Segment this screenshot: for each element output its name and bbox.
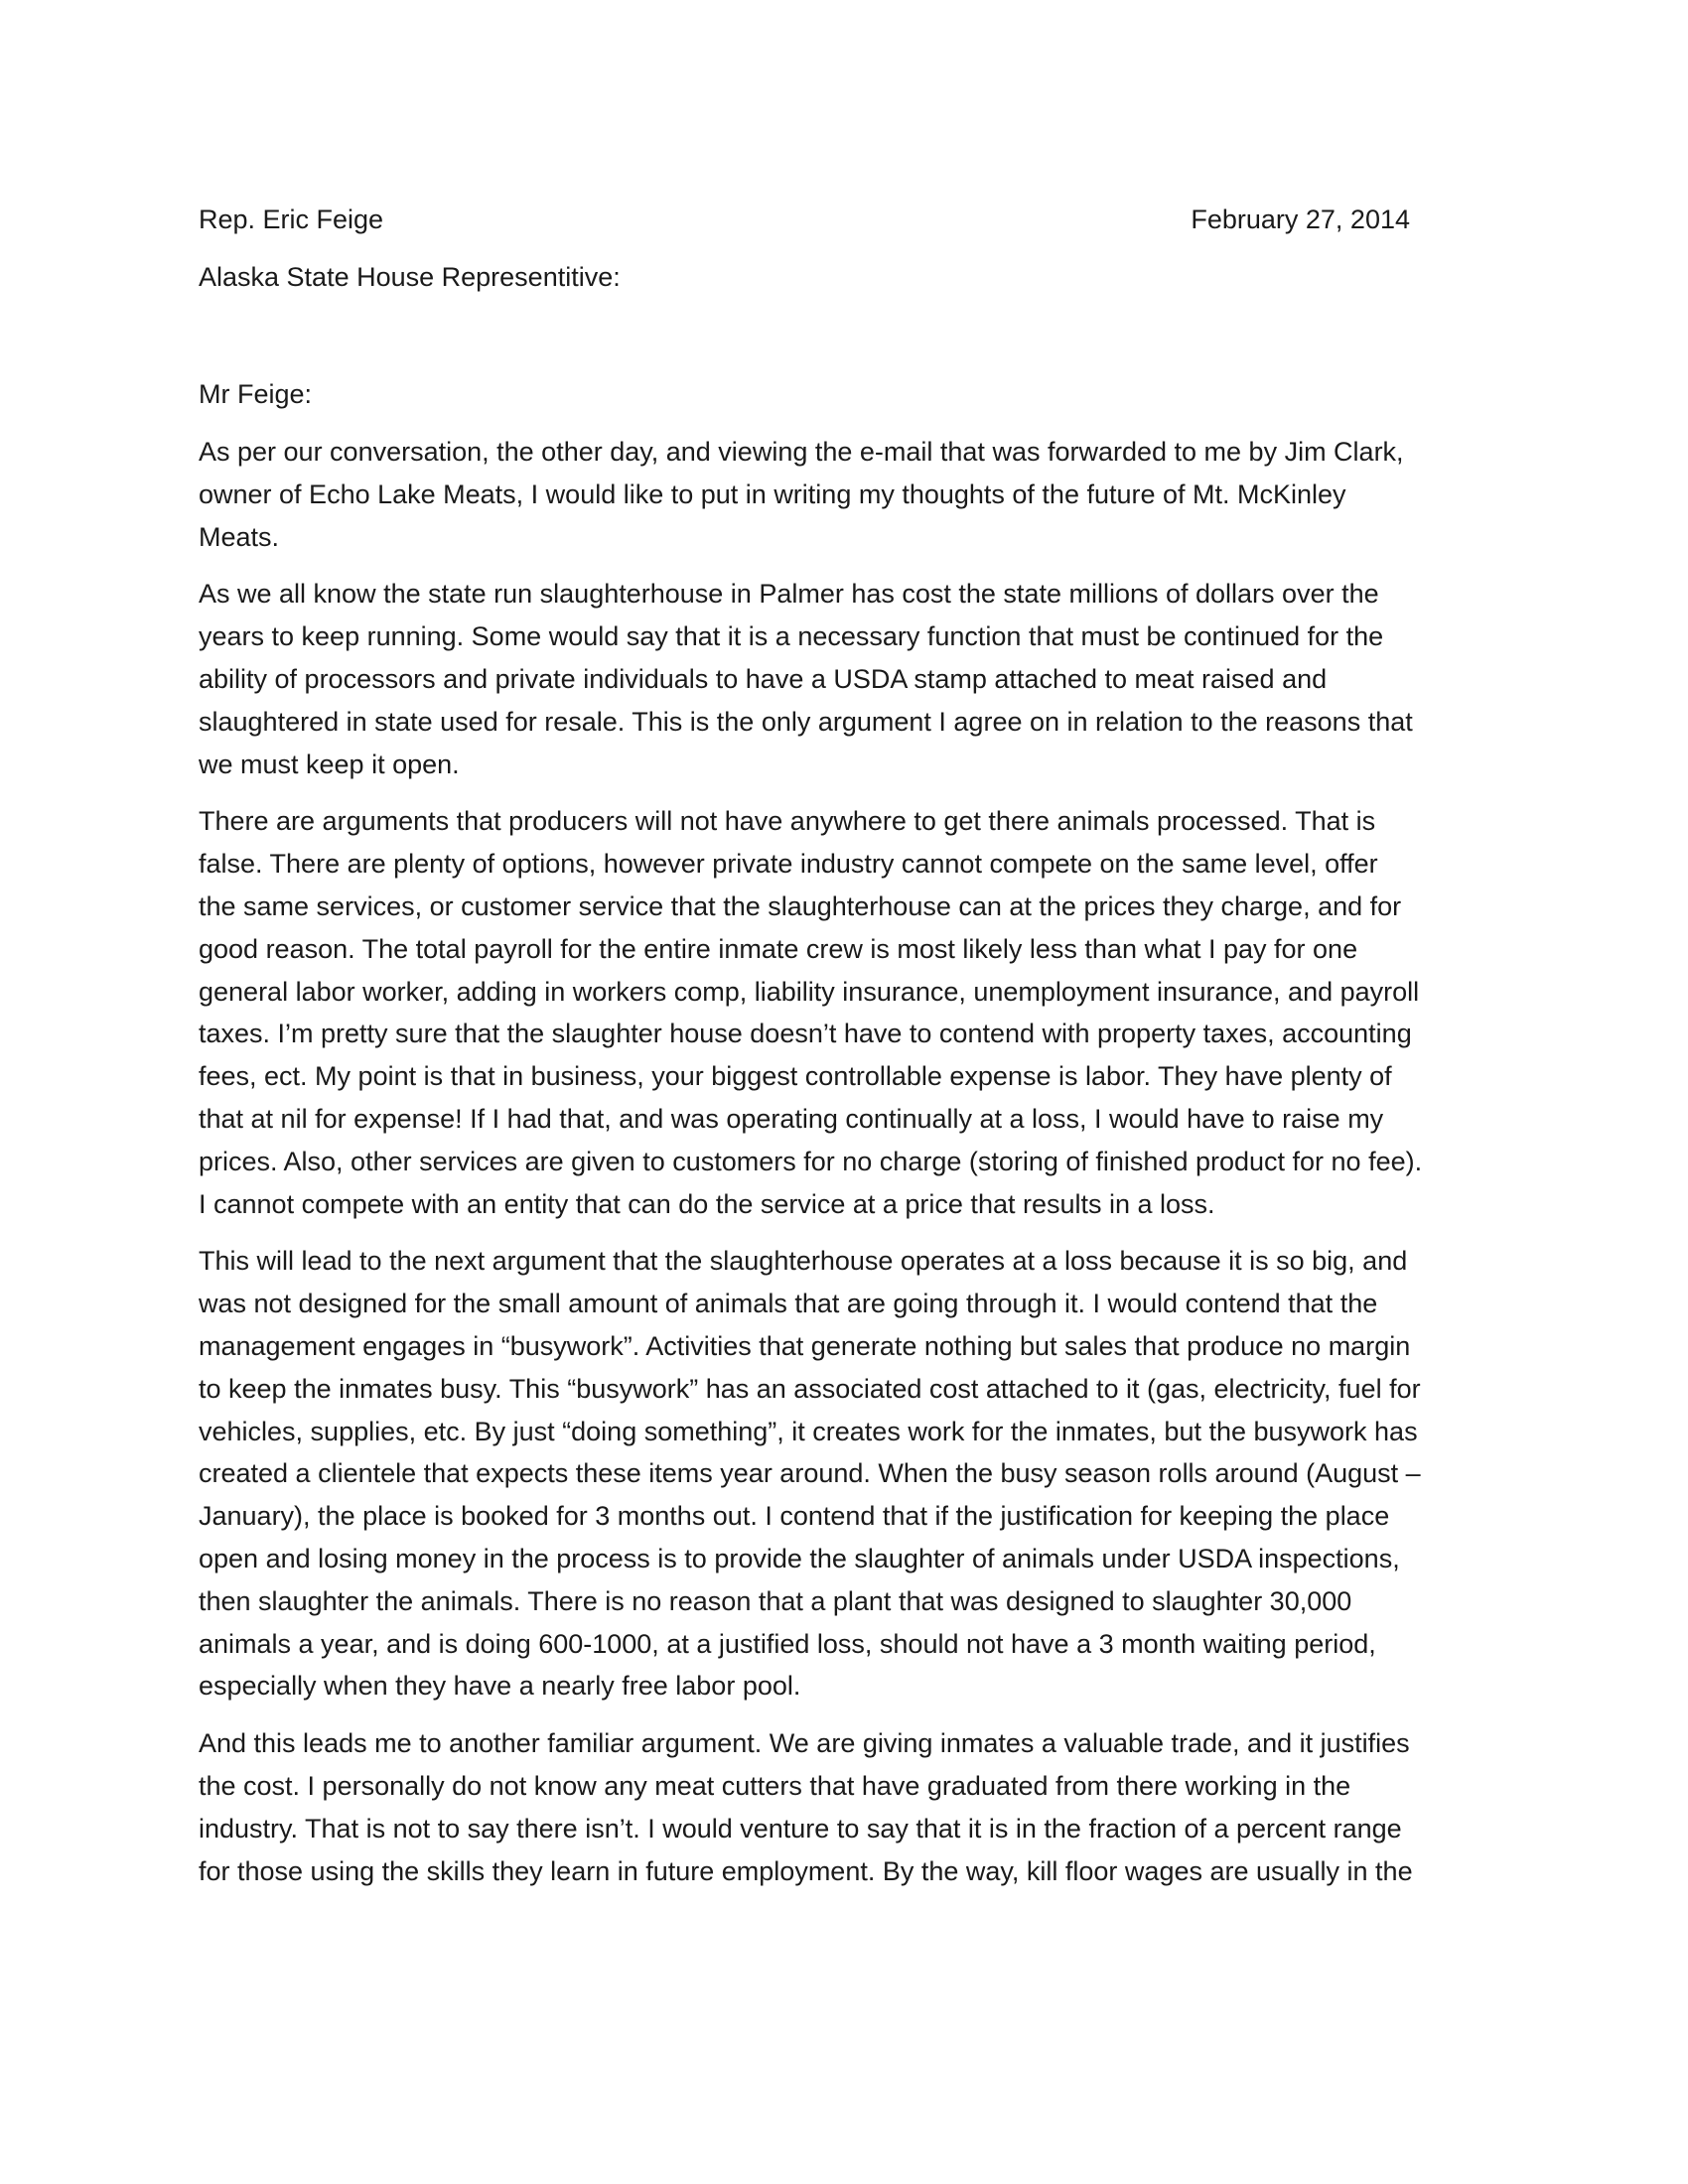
text-line: vehicles, supplies, etc. By just “doing something”, it creates work for the inmates, but the busywork has	[199, 1416, 1418, 1446]
paragraph	[199, 431, 1489, 558]
text-line: false. There are plenty of options, however private industry cannot compete on the same level, offer	[199, 849, 1378, 880]
text-line: And this leads me to another familiar argument. We are giving inmates a valuable trade, and it justifies	[199, 1728, 1410, 1759]
text-line: for those using the skills they learn in future employment. By the way, kill floor wages are usually in the	[199, 1855, 1413, 1886]
text-line: general labor worker, adding in workers comp, liability insurance, unemployment insurance, and payroll	[199, 976, 1420, 1007]
text-line: industry. That is not to say there isn’t. I would venture to say that it is in the fraction of a percent range	[199, 1813, 1402, 1843]
recipient-name: Rep. Eric Feige	[199, 205, 384, 234]
text-line: to keep the inmates busy. This “busywork” has an associated cost attached to it (gas, electricity, fuel for	[199, 1373, 1421, 1404]
text-line: created a clientele that expects these items year around. When the busy season rolls around (August –	[199, 1458, 1421, 1489]
paragraph	[199, 1240, 1489, 1707]
letter-date: February 27, 2014	[1191, 205, 1410, 234]
text-line: There are arguments that producers will not have anywhere to get there animals processed. That is	[199, 806, 1376, 837]
text-line: we must keep it open.	[199, 749, 460, 779]
text-line: January), the place is booked for 3 months out. I contend that if the justification for keeping the place	[199, 1501, 1390, 1532]
recipient-title: Alaska State House Representitive:	[199, 262, 621, 292]
text-line: owner of Echo Lake Meats, I would like to put in writing my thoughts of the future of Mt. McKinley	[199, 478, 1346, 509]
text-line: that at nil for expense! If I had that, and was operating continually at a loss, I would have to raise my	[199, 1103, 1384, 1134]
text-line: then slaughter the animals. There is no reason that a plant that was designed to slaughter 30,000	[199, 1585, 1352, 1616]
text-line: As per our conversation, the other day, and viewing the e-mail that was forwarded to me by Jim Clark,	[199, 437, 1404, 467]
paragraph	[199, 1722, 1489, 1892]
text-line: ability of processors and private individuals to have a USDA stamp attached to meat raised and	[199, 663, 1328, 694]
letter-body	[199, 431, 1489, 1907]
text-line: I cannot compete with an entity that can do the service at a price that results in a loss.	[199, 1188, 1215, 1219]
text-line: was not designed for the small amount of animals that are going through it. I would contend that the	[199, 1289, 1378, 1319]
paragraph	[199, 573, 1489, 785]
letter-header	[199, 201, 1410, 238]
text-line: slaughtered in state used for resale. This is the only argument I agree on in relation to the reasons that	[199, 706, 1413, 737]
text-line: This will lead to the next argument that the slaughterhouse operates at a loss because it is so big, and	[199, 1246, 1408, 1277]
text-line: fees, ect. My point is that in business, your biggest controllable expense is labor. They have plenty of	[199, 1061, 1392, 1092]
text-line: Meats.	[199, 521, 280, 552]
text-line: the same services, or customer service that the slaughterhouse can at the prices they charge, and for	[199, 890, 1402, 921]
text-line: prices. Also, other services are given to customers for no charge (storing of finished product for no fee).	[199, 1146, 1423, 1176]
text-line: taxes. I’m pretty sure that the slaughter house doesn’t have to contend with property taxes, accounting	[199, 1019, 1412, 1049]
text-line: years to keep running. Some would say that it is a necessary function that must be continued for the	[199, 621, 1384, 652]
text-line: especially when they have a nearly free labor pool.	[199, 1671, 801, 1702]
text-line: open and losing money in the process is to provide the slaughter of animals under USDA inspections,	[199, 1543, 1400, 1573]
text-line: the cost. I personally do not know any meat cutters that have graduated from there working in the	[199, 1770, 1351, 1801]
paragraph	[199, 800, 1489, 1225]
text-line: As we all know the state run slaughterhouse in Palmer has cost the state millions of dollars over the	[199, 579, 1379, 610]
salutation: Mr Feige:	[199, 379, 313, 409]
text-line: management engages in “busywork”. Activities that generate nothing but sales that produce no margin	[199, 1330, 1411, 1361]
text-line: animals a year, and is doing 600-1000, at a justified loss, should not have a 3 month waiting period,	[199, 1628, 1376, 1659]
text-line: good reason. The total payroll for the entire inmate crew is most likely less than what I pay for one	[199, 933, 1358, 964]
